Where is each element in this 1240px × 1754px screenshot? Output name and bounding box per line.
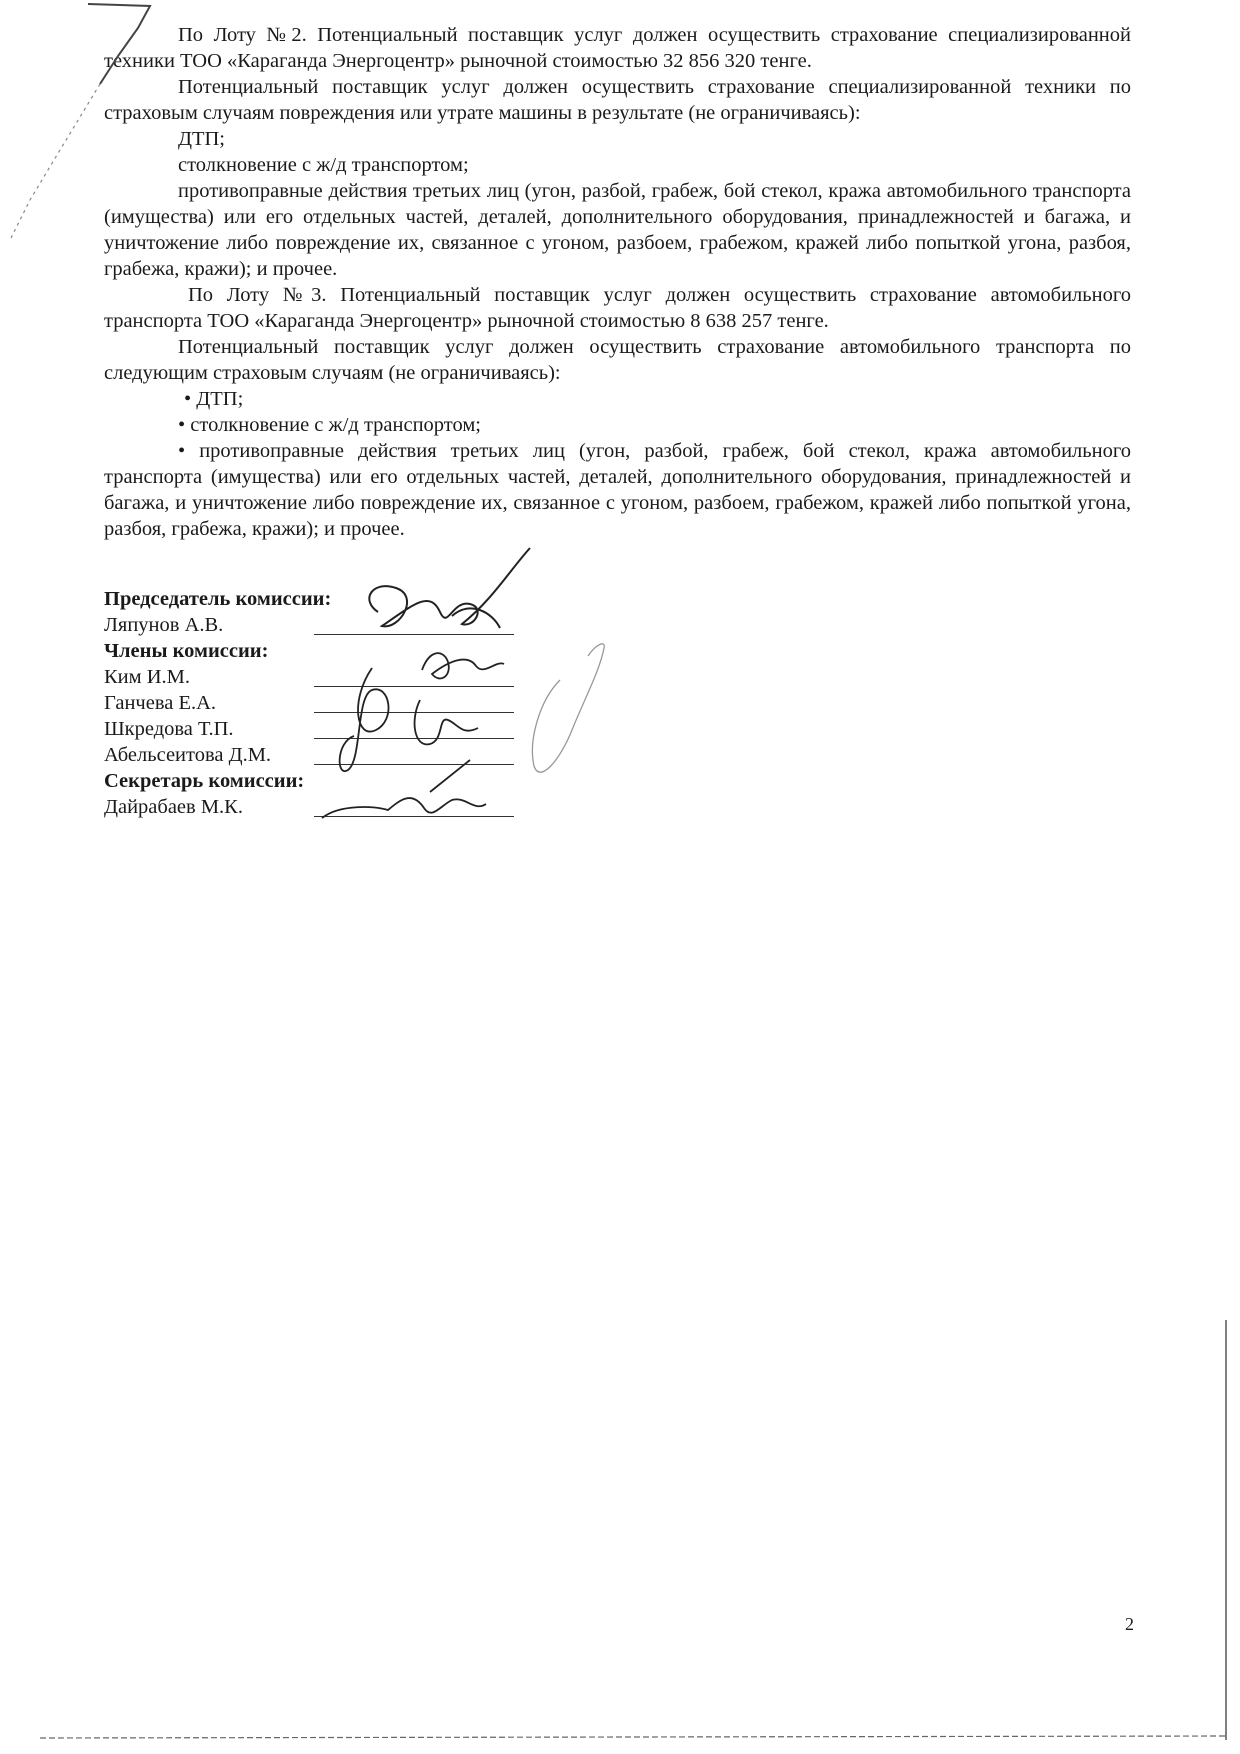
secretary-heading: Секретарь комиссии:	[104, 770, 305, 792]
signature-row	[104, 664, 524, 690]
chair-name: Ляпунов А.В.	[104, 614, 224, 636]
list-item: • ДТП;	[184, 388, 244, 410]
signature-row	[104, 612, 524, 638]
signature-line	[314, 686, 514, 687]
chair-heading: Председатель комиссии:	[104, 588, 332, 610]
paragraph-lot3: По Лоту №3. Потенциальный поставщик услуг должен осуществить страхование автомобильного транспорта ТОО «Караганда Энергоцентр» рыночной стоимостью 8 638 257 тенге.	[104, 284, 1131, 332]
commission-signatures	[104, 586, 524, 820]
document-body	[104, 22, 1131, 542]
signature-row	[104, 742, 524, 768]
page-number: 2	[1125, 1614, 1134, 1634]
member-name: Ким И.М.	[104, 666, 191, 688]
scan-edge-mark	[10, 84, 100, 240]
signature-line	[314, 634, 514, 635]
list-item: столкновение с ж/д транспортом;	[178, 154, 469, 176]
list-item: • противоправные действия третьих лиц (угон, разбой, грабеж, бой стекол, кража автомобильного транспорта (имущества) или его отдельных частей, деталей, дополнительного оборудования, принадлежностей и багажа, и уничтожение либо повреждение их, связанное с угоном, разбоем, грабежом, кражей либо попыткой угона, разбоя, грабежа, кражи); и прочее.	[104, 440, 1131, 540]
list-item: ДТП;	[178, 128, 226, 150]
list-item: • столкновение с ж/д транспортом;	[178, 414, 481, 436]
signature-line	[314, 816, 514, 817]
members-heading: Члены комиссии:	[104, 640, 269, 662]
secretary-name: Дайрабаев М.К.	[104, 796, 243, 818]
paragraph-lot2-cases: Потенциальный поставщик услуг должен осуществить страхование специализированной техники по страховым случаям повреждения или утрате машины в результате (не ограничиваясь):	[104, 76, 1131, 124]
signature-row	[104, 716, 524, 742]
signature-line	[314, 712, 514, 713]
list-item: противоправные действия третьих лиц (угон, разбой, грабеж, бой стекол, кража автомобильного транспорта (имущества) или его отдельных частей, деталей, дополнительного оборудования, принадлежностей и багажа, и уничтожение либо повреждение их, связанное с угоном, разбоем, грабежом, кражей либо попыткой угона, разбоя, грабежа, кражи); и прочее.	[104, 180, 1131, 280]
paragraph-lot2: По Лоту №2. Потенциальный поставщик услуг должен осуществить страхование специализированной техники ТОО «Караганда Энергоцентр» рыночной стоимостью 32 856 320 тенге.	[104, 24, 1131, 72]
member-name: Шкредова Т.П.	[104, 718, 234, 740]
signature-row	[104, 690, 524, 716]
scan-bottom-edge	[40, 1736, 1228, 1738]
signature-row	[104, 794, 524, 820]
member-name: Ганчева Е.А.	[104, 692, 217, 714]
member-name: Абельсеитова Д.М.	[104, 744, 272, 766]
signature-line	[314, 764, 514, 765]
signature-line	[314, 738, 514, 739]
pencil-mark	[532, 644, 604, 772]
paragraph-lot3-cases: Потенциальный поставщик услуг должен осуществить страхование автомобильного транспорта по следующим страховым случаям (не ограничиваясь):	[104, 336, 1131, 384]
